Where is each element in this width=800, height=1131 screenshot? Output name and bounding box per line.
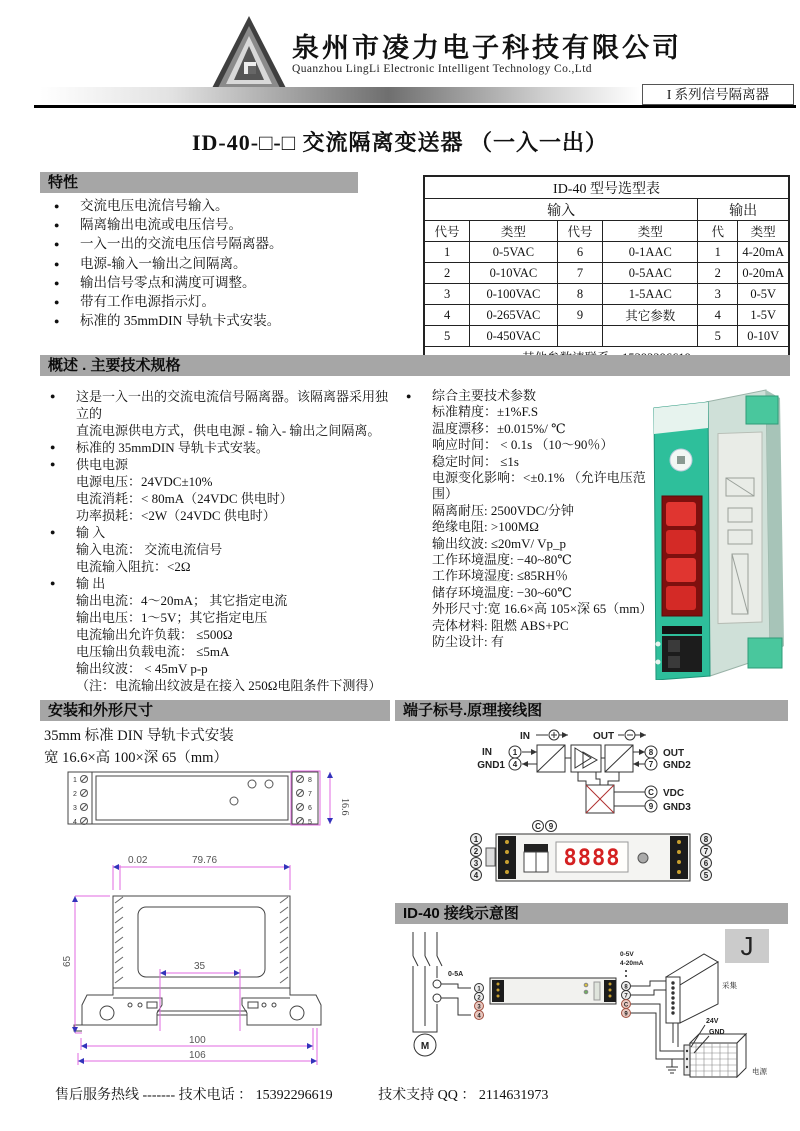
svg-text:4-20mA: 4-20mA xyxy=(620,960,644,967)
svg-text:1: 1 xyxy=(473,835,479,844)
table-header-row xyxy=(424,221,789,242)
svg-text:7: 7 xyxy=(308,791,312,798)
col-header: 类型 xyxy=(738,221,789,242)
feature-item: ● 隔离输出电流或电压信号。 xyxy=(50,215,390,234)
footer-hotline: 售后服务热线 ------- 技术电话 ： 15392296619 xyxy=(55,1088,333,1103)
svg-text:3: 3 xyxy=(473,859,479,868)
svg-text:6: 6 xyxy=(308,805,312,812)
svg-text:4: 4 xyxy=(477,1013,481,1020)
seven-segment-display: 8888 xyxy=(563,846,621,871)
spec-block: ● 综合主要技术参数 标准精度：±1%F.S 温度漂移：±0.015%/ ℃ 响应时间： < 0.1s （10～90％） 稳定时间： ≤1s 电源变化影响：<±0.1% （允许电压范围） 隔离耐压: 2500VDC/分钟 绝缘电阻: >100MΩ 输出纹波: ≤20mV/ Vp_p 工作环境温度: −40~80℃ 工作环境湿度: ≤85RH％ 储存环境温度: −30~60℃ 外形尺寸:宽 16.6×高 105×深 65（mm） 壳体材料: 阻燃 ABS+PC 防尘设计: 有 xyxy=(404,388,654,651)
spec-block: ● 输 出 输出电流：4～20mA； 其它指定电流 输出电压：1～5V；其它指定电压 电流输出允许负载： ≤500Ω 电压输出负载电流： ≤5mA 输出纹波： < 45mV p-p （注：电流输出纹波是在接入 250Ω电阻条件下测得） xyxy=(48,575,404,694)
svg-text:GND1: GND1 xyxy=(477,760,505,771)
dim-label: 0.02 xyxy=(128,855,148,866)
product-photo xyxy=(648,388,796,680)
svg-text:8: 8 xyxy=(308,777,312,784)
company-logo xyxy=(208,14,290,96)
install-line1: 35mm 标准 DIN 导轨卡式安装 xyxy=(44,728,234,744)
terminal-strip-drawing xyxy=(400,818,790,884)
table-row: 3 0-100VAC 8 1-5AAC 3 0-5V xyxy=(424,284,789,305)
svg-text:IN: IN xyxy=(482,747,492,758)
dim-label: 106 xyxy=(189,1050,206,1061)
spec-right-column xyxy=(404,388,654,651)
feature-item: ● 一入一出的交流电压信号隔离器。 xyxy=(50,234,390,253)
header-rule xyxy=(34,105,796,108)
ground-symbol xyxy=(666,1059,678,1073)
svg-text:2: 2 xyxy=(477,995,481,1002)
svg-text:6: 6 xyxy=(703,859,709,868)
power-isolation-box xyxy=(586,785,614,813)
three-phase-lines xyxy=(413,932,442,1032)
svg-text:1: 1 xyxy=(477,986,481,993)
svg-text:3: 3 xyxy=(73,805,77,812)
isolator-strip xyxy=(490,978,616,1004)
spec-block: ● 这是一入一出的交流电流信号隔离器。该隔离器采用独 立的 直流电源供电方式，供电电源 - 输入- 输出之间隔离。 xyxy=(48,388,404,439)
dim-label: 35 xyxy=(194,961,206,972)
dim-label: 16.6 xyxy=(339,798,350,816)
features-heading: 特性 xyxy=(40,172,358,193)
page-title: ID-40-□-□ 交流隔离变送器 （一入一出） xyxy=(191,130,608,155)
dim-label: 100 xyxy=(189,1035,206,1046)
collector-device xyxy=(666,954,718,1023)
terminal-screws xyxy=(81,776,304,825)
svg-text:C: C xyxy=(648,788,654,797)
table-row: 2 0-10VAC 7 0-5AAC 2 0-20mA xyxy=(424,263,789,284)
svg-text:4: 4 xyxy=(473,871,479,880)
power-label: 电源 xyxy=(752,1067,767,1076)
svg-text:2: 2 xyxy=(73,791,77,798)
col-header: 类型 xyxy=(603,221,698,242)
svg-text:3: 3 xyxy=(477,1004,481,1011)
svg-text:GND: GND xyxy=(709,1029,725,1036)
svg-text:7: 7 xyxy=(624,993,628,1000)
col-header: 代号 xyxy=(424,221,470,242)
svg-text:C: C xyxy=(623,1002,629,1009)
svg-text:4: 4 xyxy=(73,819,77,826)
din-feet xyxy=(74,988,321,1031)
page-index-badge: J xyxy=(725,929,769,963)
spec-block: ● 输 入 输入电流： 交流电流信号 电流输入阻抗：<2Ω xyxy=(48,524,404,575)
wiring-heading: ID-40 接线示意图 xyxy=(395,903,788,924)
svg-text:24V: 24V xyxy=(706,1018,719,1025)
svg-text:7: 7 xyxy=(703,847,709,856)
output-group-header: 输出 xyxy=(698,199,789,221)
feature-item: ● 电源-输入一输出之间隔离。 xyxy=(50,254,390,273)
table-row: 5 0-450VAC 5 0-10V xyxy=(424,326,789,347)
current-transformer xyxy=(433,980,471,1015)
top-io-icons xyxy=(536,730,646,740)
svg-text:C: C xyxy=(535,822,541,831)
svg-text:8: 8 xyxy=(703,835,709,844)
footer-qq: 技术支持 QQ ： 2114631973 xyxy=(378,1088,549,1103)
spec-left-column xyxy=(48,388,404,694)
spec-block: ● 标准的 35mmDIN 导轨卡式安装。 xyxy=(48,439,404,456)
principle-schematic xyxy=(400,726,790,818)
spec-block: ● 供电电源 电源电压：24VDC±10% 电流消耗：< 80mA（24VDC 供电时） 功率损耗：<2W（24VDC 供电时） xyxy=(48,456,404,524)
svg-text:9: 9 xyxy=(624,1011,628,1018)
svg-text:5: 5 xyxy=(703,871,709,880)
wiring-diagram xyxy=(398,926,792,1078)
install-line2: 宽 16.6×高 100×深 65（mm） xyxy=(44,750,228,766)
feature-item: ● 标准的 35mmDIN 导轨卡式安装。 xyxy=(50,311,390,330)
svg-text:GND2: GND2 xyxy=(663,760,691,771)
feature-item: ● 交流电压电流信号输入。 xyxy=(50,196,390,215)
power-supply xyxy=(684,1034,746,1077)
dim-label: 79.76 xyxy=(192,855,218,866)
top-view-drawing xyxy=(62,766,362,838)
terminal-heading: 端子标号.原理接线图 xyxy=(395,700,788,721)
col-header: 代 xyxy=(698,221,738,242)
table-title: ID-40 型号选型表 xyxy=(424,176,789,199)
col-header: 代号 xyxy=(557,221,603,242)
feature-item: ● 带有工作电源指示灯。 xyxy=(50,292,390,311)
svg-text:2: 2 xyxy=(473,847,479,856)
svg-text:1: 1 xyxy=(73,777,77,784)
dim-label: 65 xyxy=(62,955,73,967)
svg-text:8: 8 xyxy=(624,984,628,991)
svg-text:0-5V: 0-5V xyxy=(620,951,634,958)
svg-text:1: 1 xyxy=(512,748,518,757)
table-row: 1 0-5VAC 6 0-1AAC 1 4-20mA xyxy=(424,242,789,263)
table-row: 4 0-265VAC 9 其它参数 4 1-5V xyxy=(424,305,789,326)
device-side-panel xyxy=(706,390,784,676)
overview-heading: 概述 . 主要技术规格 xyxy=(40,355,790,376)
feature-item: ● 输出信号零点和满度可调整。 xyxy=(50,273,390,292)
features-list xyxy=(50,196,390,330)
svg-text:0-5A: 0-5A xyxy=(448,971,464,978)
company-name-cn: 泉州市凌力电子科技有限公司 xyxy=(292,33,682,63)
svg-text:GND3: GND3 xyxy=(663,802,691,813)
series-badge: I 系列信号隔离器 xyxy=(642,84,794,105)
input-group-header: 输入 xyxy=(424,199,698,221)
company-name-en: Quanzhou LingLi Electronic Intelligent Technology Co.,Ltd xyxy=(292,63,592,75)
svg-text:OUT: OUT xyxy=(663,748,685,759)
svg-text:9: 9 xyxy=(548,822,554,831)
svg-text:OUT: OUT xyxy=(593,731,615,742)
install-heading: 安装和外形尺寸 xyxy=(40,700,390,721)
header-gradient-band xyxy=(40,87,640,103)
svg-text:VDC: VDC xyxy=(663,788,685,799)
svg-text:7: 7 xyxy=(648,760,654,769)
svg-text:4: 4 xyxy=(512,760,518,769)
collector-label: 采集 xyxy=(722,981,737,990)
device-front-panel xyxy=(654,402,710,680)
front-dimension-drawing xyxy=(52,845,382,1073)
page-footer xyxy=(55,1084,775,1104)
svg-text:8: 8 xyxy=(648,748,654,757)
svg-text:9: 9 xyxy=(648,802,654,811)
svg-text:5: 5 xyxy=(308,819,312,826)
col-header: 类型 xyxy=(470,221,558,242)
svg-text:IN: IN xyxy=(520,731,530,742)
motor-label: M xyxy=(420,1041,430,1052)
model-selection-table xyxy=(423,175,790,369)
